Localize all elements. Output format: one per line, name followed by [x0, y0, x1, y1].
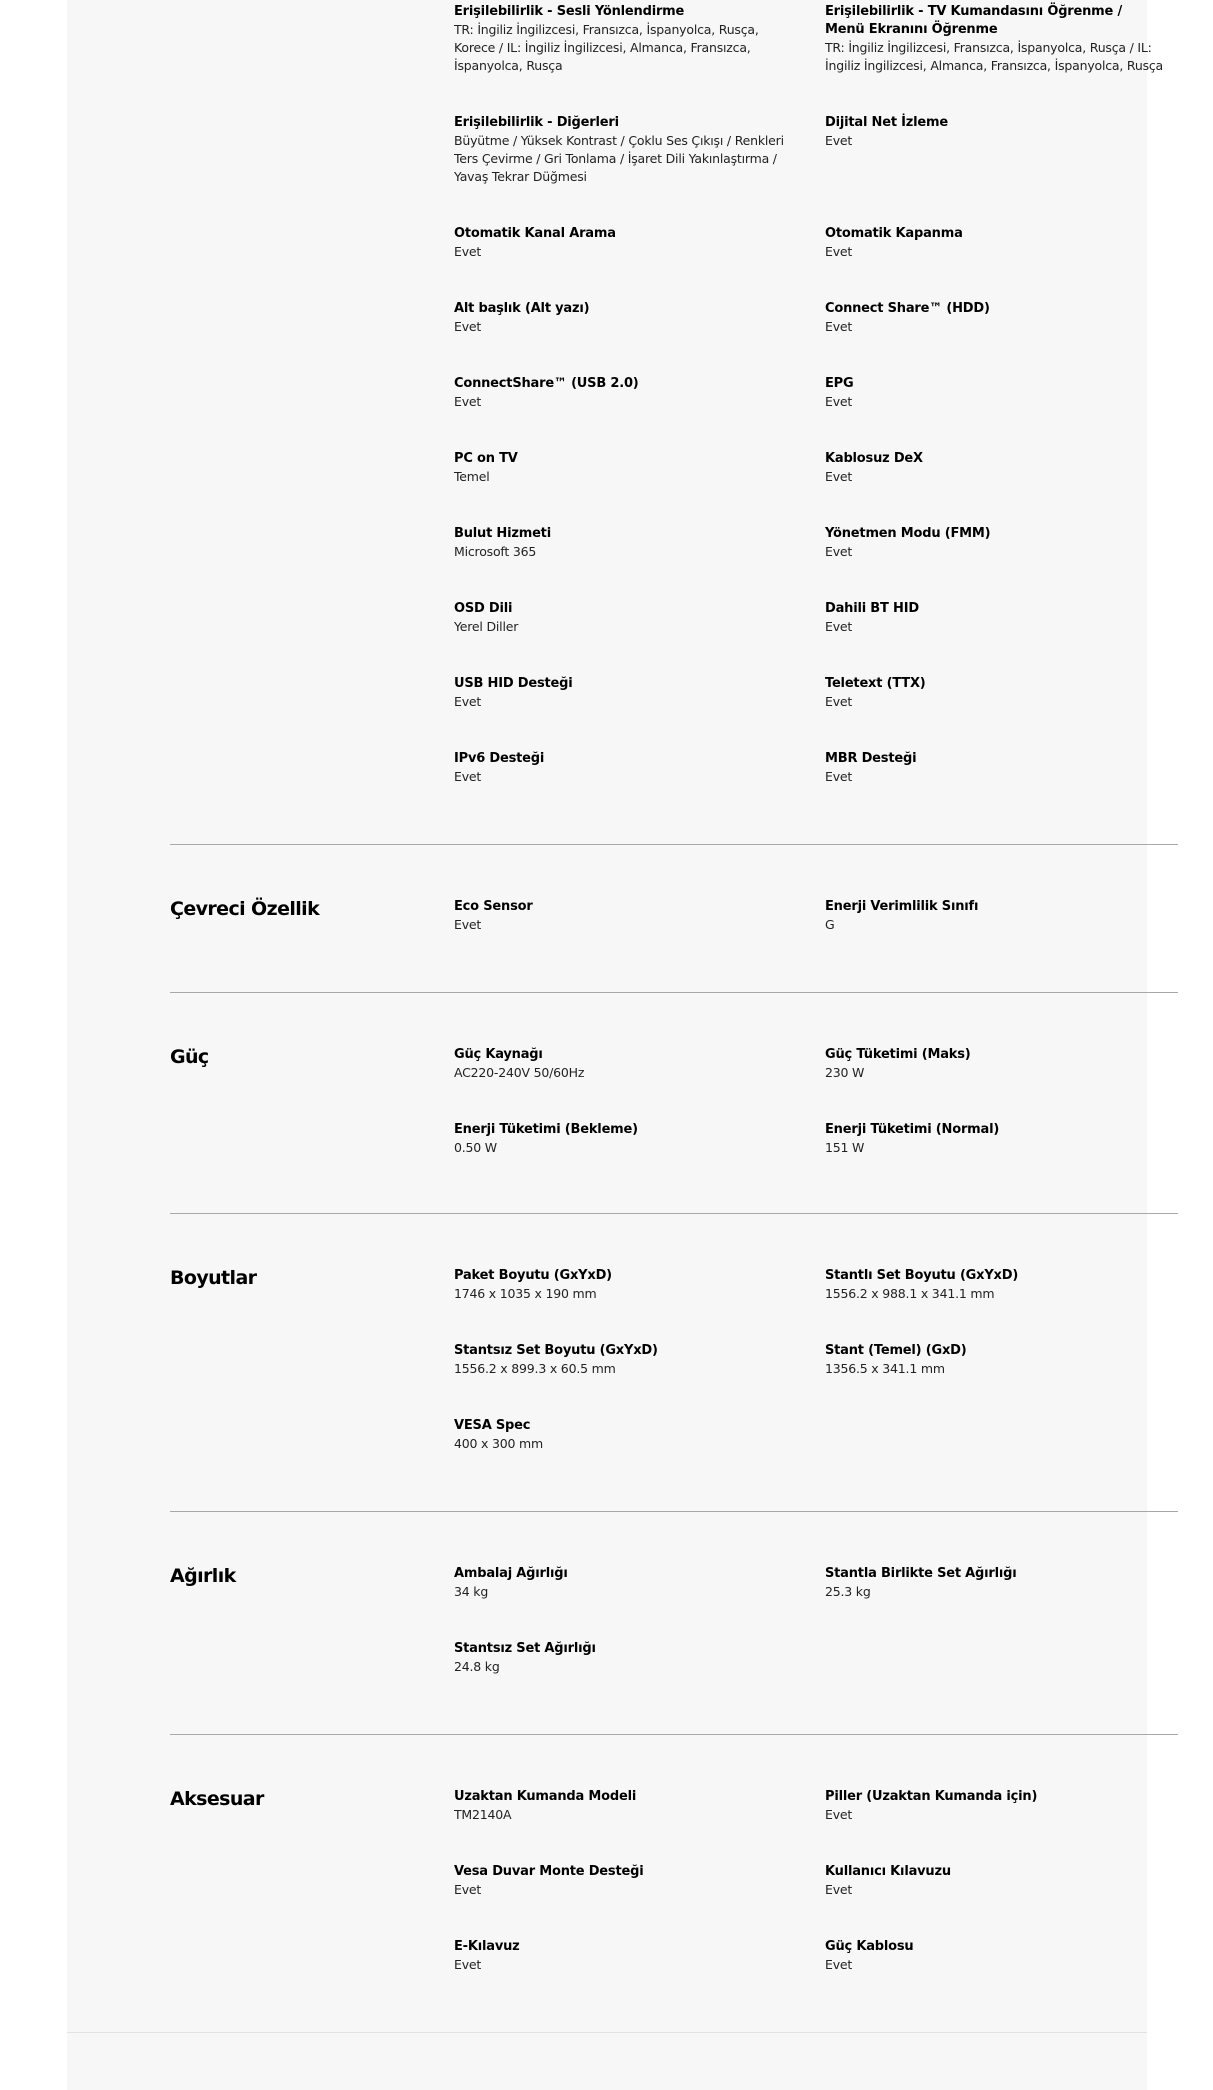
spec-value: Evet	[825, 394, 853, 409]
spec-label: PC on TV	[454, 451, 518, 466]
spec-item	[825, 750, 1165, 786]
spec-item	[825, 225, 1165, 261]
spec-label: EPG	[825, 376, 854, 391]
spec-value: Büyütme / Yüksek Kontrast / Çoklu Ses Çıkışı / Renkleri Ters Çevirme / Gri Tonlama / İşaret Dili Yakınlaştırma / Yavaş Tekrar Düğmesi	[454, 133, 784, 184]
spec-label: Yönetmen Modu (FMM)	[825, 526, 991, 541]
spec-item	[454, 1938, 794, 1974]
spec-item	[825, 1342, 1165, 1378]
spec-value: Evet	[454, 917, 482, 932]
spec-value: AC220-240V 50/60Hz	[454, 1065, 585, 1080]
spec-item	[825, 1863, 1165, 1899]
spec-value: TR: İngiliz İngilizcesi, Fransızca, İspanyolca, Rusça, Korece / IL: İngiliz İngilizcesi, Almanca, Fransızca, İspanyolca, Rusça	[454, 22, 759, 73]
spec-value: Evet	[454, 769, 482, 784]
spec-value: Evet	[825, 1807, 853, 1822]
spec-label: Uzaktan Kumanda Modeli	[454, 1789, 637, 1804]
spec-value: Microsoft 365	[454, 544, 537, 559]
spec-label: Kablosuz DeX	[825, 451, 923, 466]
spec-label: Erişilebilirlik - Sesli Yönlendirme	[454, 4, 685, 19]
spec-item	[825, 1267, 1165, 1303]
spec-item	[454, 1267, 794, 1303]
spec-item	[454, 898, 794, 934]
section-divider	[170, 1734, 1178, 1735]
spec-label: Stantsız Set Ağırlığı	[454, 1641, 596, 1656]
spec-label: Kullanıcı Kılavuzu	[825, 1864, 951, 1879]
spec-item	[454, 1863, 794, 1899]
spec-label: Stantla Birlikte Set Ağırlığı	[825, 1566, 1017, 1581]
spec-item	[454, 1565, 794, 1601]
spec-item	[825, 1788, 1165, 1824]
section-divider	[170, 844, 1178, 845]
spec-label: Connect Share™ (HDD)	[825, 301, 990, 316]
spec-item	[454, 375, 794, 411]
spec-value: Evet	[454, 319, 482, 334]
section-title: Güç	[170, 1046, 209, 1068]
spec-value: 1746 x 1035 x 190 mm	[454, 1286, 597, 1301]
section-title: Boyutlar	[170, 1267, 257, 1289]
spec-item	[454, 1788, 794, 1824]
specs-panel	[67, 0, 1164, 2090]
spec-label: Stantsız Set Boyutu (GxYxD)	[454, 1343, 658, 1358]
spec-label: Piller (Uzaktan Kumanda için)	[825, 1789, 1038, 1804]
spec-item	[825, 375, 1165, 411]
spec-value: 24.8 kg	[454, 1659, 500, 1674]
spec-value: Evet	[454, 244, 482, 259]
spec-value: Evet	[825, 244, 853, 259]
spec-label: Paket Boyutu (GxYxD)	[454, 1268, 612, 1283]
spec-value: 0.50 W	[454, 1140, 497, 1155]
spec-label: Stantlı Set Boyutu (GxYxD)	[825, 1268, 1019, 1283]
spec-label: Eco Sensor	[454, 899, 533, 914]
spec-label: OSD Dili	[454, 601, 513, 616]
spec-value: 151 W	[825, 1140, 865, 1155]
spec-item	[454, 225, 794, 261]
spec-value: Evet	[454, 1882, 482, 1897]
spec-value: G	[825, 917, 835, 932]
section-title: Çevreci Özellik	[170, 898, 320, 920]
spec-label: Alt başlık (Alt yazı)	[454, 301, 590, 316]
spec-value: Evet	[825, 694, 853, 709]
footer-divider	[67, 2032, 1147, 2033]
spec-label: ConnectShare™ (USB 2.0)	[454, 376, 639, 391]
spec-value: 25.3 kg	[825, 1584, 871, 1599]
spec-item	[454, 1121, 794, 1157]
spec-label: Enerji Verimlilik Sınıfı	[825, 899, 979, 914]
spec-value: 1556.2 x 899.3 x 60.5 mm	[454, 1361, 616, 1376]
spec-item	[454, 300, 794, 336]
spec-item	[825, 675, 1165, 711]
spec-item	[454, 675, 794, 711]
spec-label: Teletext (TTX)	[825, 676, 926, 691]
spec-value: Evet	[825, 469, 853, 484]
spec-label: Dahili BT HID	[825, 601, 919, 616]
spec-item	[825, 300, 1165, 336]
spec-label: VESA Spec	[454, 1418, 531, 1433]
spec-label: Vesa Duvar Monte Desteği	[454, 1864, 644, 1879]
spec-item	[825, 1938, 1165, 1974]
spec-value: 1356.5 x 341.1 mm	[825, 1361, 945, 1376]
spec-value: Evet	[825, 544, 853, 559]
spec-label: E-Kılavuz	[454, 1939, 520, 1954]
spec-value: Evet	[454, 694, 482, 709]
spec-label: Güç Kablosu	[825, 1939, 914, 1954]
spec-item	[825, 898, 1165, 934]
spec-item	[825, 1121, 1165, 1157]
section-divider	[170, 992, 1178, 993]
spec-value: 400 x 300 mm	[454, 1436, 543, 1451]
spec-label: Otomatik Kapanma	[825, 226, 963, 241]
section-divider	[170, 1511, 1178, 1512]
spec-item	[825, 525, 1165, 561]
spec-label: Stant (Temel) (GxD)	[825, 1343, 967, 1358]
spec-item	[454, 1417, 794, 1453]
spec-label: Erişilebilirlik - TV Kumandasını Öğrenme / Menü Ekranını Öğrenme	[825, 4, 1123, 37]
spec-item	[454, 525, 794, 561]
spec-value: Evet	[454, 394, 482, 409]
spec-label: Bulut Hizmeti	[454, 526, 551, 541]
spec-value: Evet	[454, 1957, 482, 1972]
spec-item	[454, 600, 794, 636]
spec-value: Yerel Diller	[454, 619, 519, 634]
section-title: Aksesuar	[170, 1788, 264, 1810]
spec-label: Erişilebilirlik - Diğerleri	[454, 115, 619, 130]
spec-value: Evet	[825, 1957, 853, 1972]
spec-item	[454, 1342, 794, 1378]
spec-item	[454, 114, 794, 186]
spec-item	[454, 1046, 794, 1082]
spec-value: Evet	[825, 769, 853, 784]
spec-value: Evet	[825, 133, 853, 148]
spec-value: Evet	[825, 319, 853, 334]
spec-value: Evet	[825, 619, 853, 634]
spec-value: TM2140A	[454, 1807, 512, 1822]
spec-value: 34 kg	[454, 1584, 489, 1599]
section-title: Ağırlık	[170, 1565, 236, 1587]
spec-item	[454, 3, 794, 75]
spec-value: Temel	[454, 469, 490, 484]
spec-value: 1556.2 x 988.1 x 341.1 mm	[825, 1286, 995, 1301]
spec-item	[825, 450, 1165, 486]
spec-label: Otomatik Kanal Arama	[454, 226, 616, 241]
spec-label: MBR Desteği	[825, 751, 917, 766]
spec-value: TR: İngiliz İngilizcesi, Fransızca, İspanyolca, Rusça / IL: İngiliz İngilizcesi, Almanca, Fransızca, İspanyolca, Rusça	[825, 40, 1164, 73]
spec-value: 230 W	[825, 1065, 865, 1080]
spec-item	[825, 114, 1165, 150]
spec-label: Enerji Tüketimi (Bekleme)	[454, 1122, 638, 1137]
spec-label: Güç Kaynağı	[454, 1047, 543, 1062]
spec-item	[825, 3, 1165, 75]
section-divider	[170, 1213, 1178, 1214]
spec-item	[825, 1046, 1165, 1082]
spec-label: IPv6 Desteği	[454, 751, 545, 766]
spec-label: Ambalaj Ağırlığı	[454, 1566, 568, 1581]
spec-item	[825, 600, 1165, 636]
spec-item	[825, 1565, 1165, 1601]
spec-value: Evet	[825, 1882, 853, 1897]
spec-item	[454, 750, 794, 786]
spec-item	[454, 450, 794, 486]
spec-label: Güç Tüketimi (Maks)	[825, 1047, 971, 1062]
spec-label: USB HID Desteği	[454, 676, 573, 691]
spec-label: Dijital Net İzleme	[825, 115, 949, 130]
spec-label: Enerji Tüketimi (Normal)	[825, 1122, 1000, 1137]
spec-item	[454, 1640, 794, 1676]
